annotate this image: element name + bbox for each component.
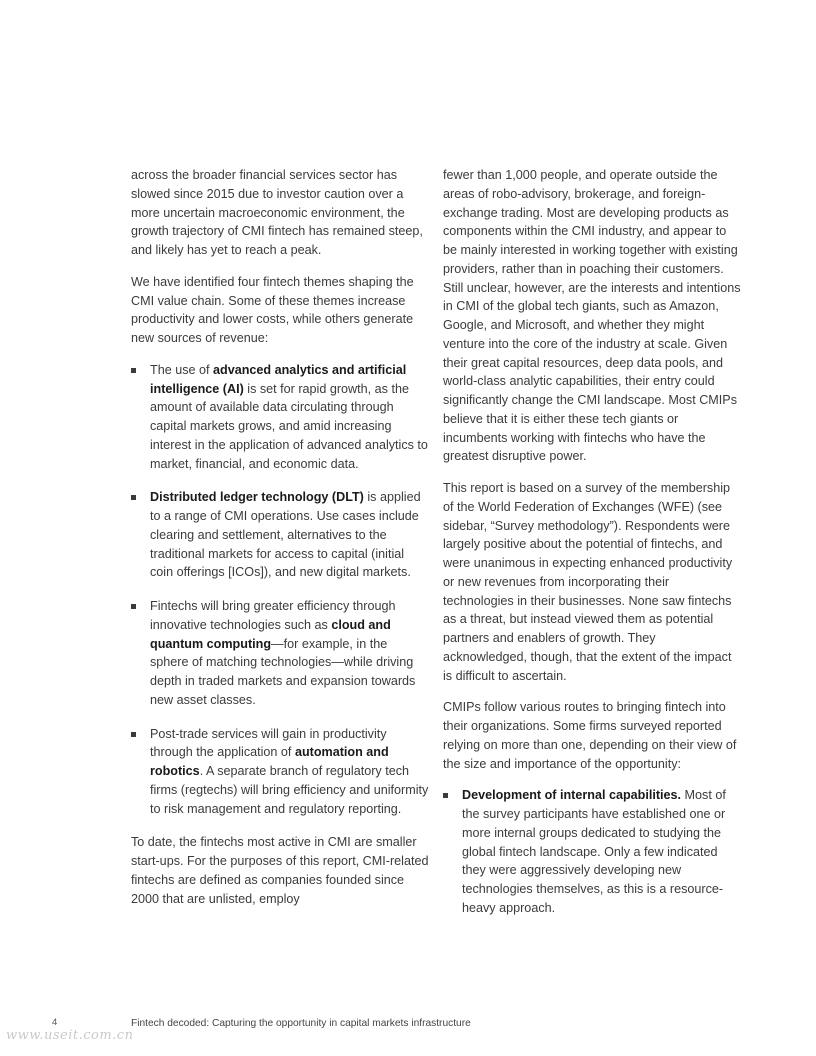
left-column [131,166,429,921]
page-number: 4 [52,1017,58,1028]
fintech-themes-list [131,361,429,819]
fintech-routes-list [443,786,743,917]
left-paragraph-2: We have identified four fintech themes shaping the CMI value chain. Some of these themes increase productivity and lower costs, while others generate new sources of revenue: [131,274,414,345]
list-item: Post-trade services will gain in productivity through the application of automation and robotics. A separate branch of regulatory tech firms (regtechs) will bring efficiency and uniformity to risk management and regulatory reporting. [131,725,429,819]
right-paragraph-1: fewer than 1,000 people, and operate outside the areas of robo-advisory, brokerage, and foreign-exchange trading. Most are developing products as components within the CMI industry, and appear to be mainly interested in working together with existing providers, rather than in poaching their customers. Still unclear, however, are the interests and intentions in CMI of the global tech giants, such as Amazon, Google, and Microsoft, and whether they might venture into the core of the industry at scale. Given their great capital resources, deep data pools, and world-class analytic capabilities, their entry could significantly change the CMI landscape. Most CMIPs believe that it is either these tech giants or incumbents working with fintechs who have the greatest disruptive power. [443,168,741,464]
bold-term: cloud and quantum computing [150,617,391,651]
bold-term: Distributed ledger technology (DLT) [150,490,364,505]
list-item: Development of internal capabilities. Most of the survey participants have established one or more internal groups dedicated to studying the global fintech landscape. Only a few indicated they were aggressively developing new technologies themselves, as this is a resource-heavy approach. [443,786,743,917]
bold-term: advanced analytics and artificial intelligence (AI) [150,362,407,396]
footer-title: Fintech decoded: Capturing the opportunity in capital markets infrastructure [131,1018,471,1029]
left-paragraph-3: To date, the fintechs most active in CMI are smaller start-ups. For the purposes of this report, CMI-related fintechs are defined as companies founded since 2000 that are unlisted, employ [131,835,429,906]
right-column [443,166,743,933]
bold-term: Development of internal capabilities. [462,788,682,803]
list-item: Fintechs will bring greater efficiency through innovative technologies such as cloud and quantum computing—for example, in the sphere of matching technologies—while driving depth in traded markets and expansion towards new asset classes. [131,597,429,710]
watermark: www.useit.com.cn [6,1028,134,1043]
list-item: The use of advanced analytics and artificial intelligence (AI) is set for rapid growth, as the amount of available data circulating through capital markets grows, and amid increasing interest in the application of advanced analytics to market, financial, and economic data. [131,361,429,474]
bold-term: automation and robotics [150,745,389,778]
list-item: Distributed ledger technology (DLT) is applied to a range of CMI operations. Use cases include clearing and settlement, alternatives to the traditional markets for access to capital (initial coin offerings [ICOs]), and new digital markets. [131,488,429,582]
right-paragraph-2: This report is based on a survey of the membership of the World Federation of Exchanges (WFE) (see sidebar, “Survey methodology”). Respondents were largely positive about the potential of fintechs, and were unanimous in expecting enhanced productivity or new revenues from incorporating their technologies in their businesses. None saw fintechs as a threat, but instead viewed them as potential partners and enablers of growth. They acknowledged, though, that the extent of the impact is difficult to ascertain. [443,481,733,683]
right-paragraph-3: CMIPs follow various routes to bringing fintech into their organizations. Some firms surveyed reported relying on more than one, depending on their view of the size and importance of the opportunity: [443,700,737,771]
left-paragraph-1: across the broader financial services sector has slowed since 2015 due to investor caution over a more uncertain macroeconomic environment, the growth trajectory of CMI fintech has remained steep, and likely has yet to reach a peak. [131,168,423,257]
